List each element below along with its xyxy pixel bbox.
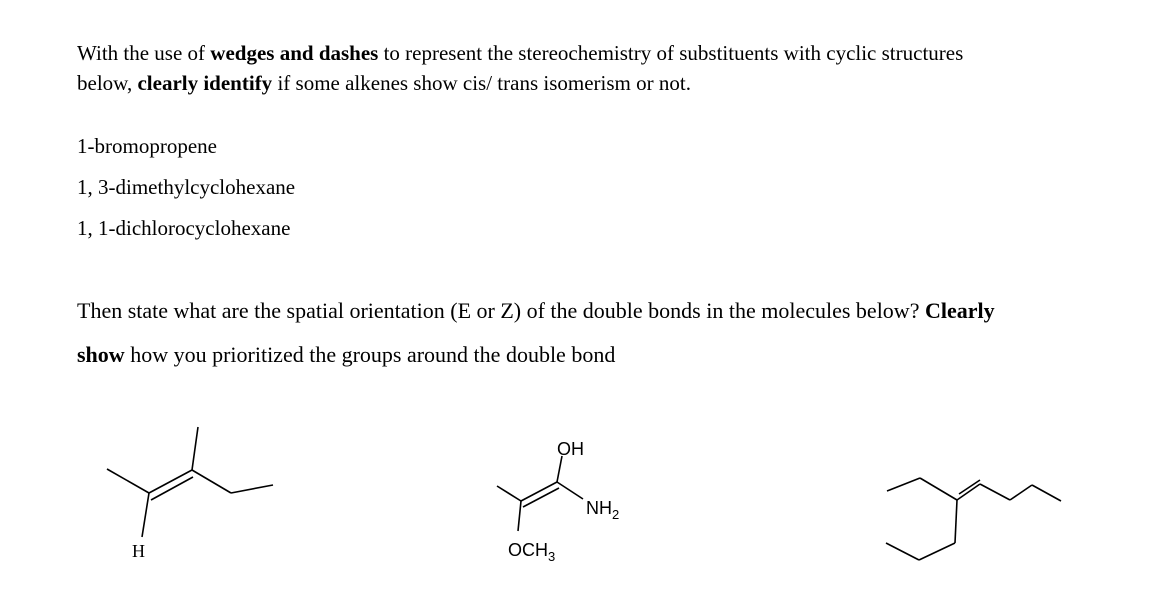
question-text: how you prioritized the groups around the double bond <box>124 342 616 367</box>
molecule-3 <box>886 478 1061 560</box>
compound-item-1: 1-bromopropene <box>77 134 217 158</box>
bond <box>557 482 583 499</box>
question-bold-clearly: Clearly <box>924 298 995 323</box>
bond <box>518 501 521 531</box>
instruction-bold-identify: clearly identify <box>137 71 273 95</box>
instruction-text: if some alkenes show cis/ trans isomerism or not. <box>272 71 691 95</box>
molecule-2 <box>497 439 619 564</box>
bond <box>192 470 231 493</box>
bond <box>955 500 957 543</box>
bond <box>886 543 919 560</box>
atom-label-och3 <box>508 540 555 564</box>
bond <box>980 484 1010 500</box>
compound-item-2: 1, 3-dimethylcyclohexane <box>77 175 296 199</box>
bond <box>497 486 521 501</box>
bond <box>142 493 149 537</box>
instruction-text: to represent the stereochemistry of substituents with cyclic structures <box>378 41 964 65</box>
compound-item-3: 1, 1-dichlorocyclohexane <box>77 216 291 240</box>
question-text: Then state what are the spatial orientation (E or Z) of the double bonds in the molecules below? <box>77 298 925 323</box>
molecule-1 <box>107 427 273 561</box>
question-bold-show: show <box>77 342 125 367</box>
bond <box>920 478 957 500</box>
bond <box>1032 485 1061 501</box>
bond <box>557 456 562 482</box>
instruction-text: below, <box>77 71 138 95</box>
atom-label-nh2 <box>586 498 619 522</box>
atom-label-oh: OH <box>557 439 584 459</box>
bond <box>887 478 920 491</box>
bond <box>107 469 149 493</box>
bond <box>192 427 198 470</box>
double-bond <box>957 484 980 500</box>
bond <box>919 543 955 560</box>
subscript-2: 2 <box>612 507 620 522</box>
atom-label-nh: NH <box>586 498 612 518</box>
instruction-bold-wedges: wedges and dashes <box>210 41 379 65</box>
bond <box>231 485 273 493</box>
subscript-3: 3 <box>548 549 556 564</box>
atom-label-h: H <box>132 541 145 561</box>
instruction-text: With the use of <box>77 41 211 65</box>
bond <box>1010 485 1032 500</box>
atom-label-och: OCH <box>508 540 548 560</box>
